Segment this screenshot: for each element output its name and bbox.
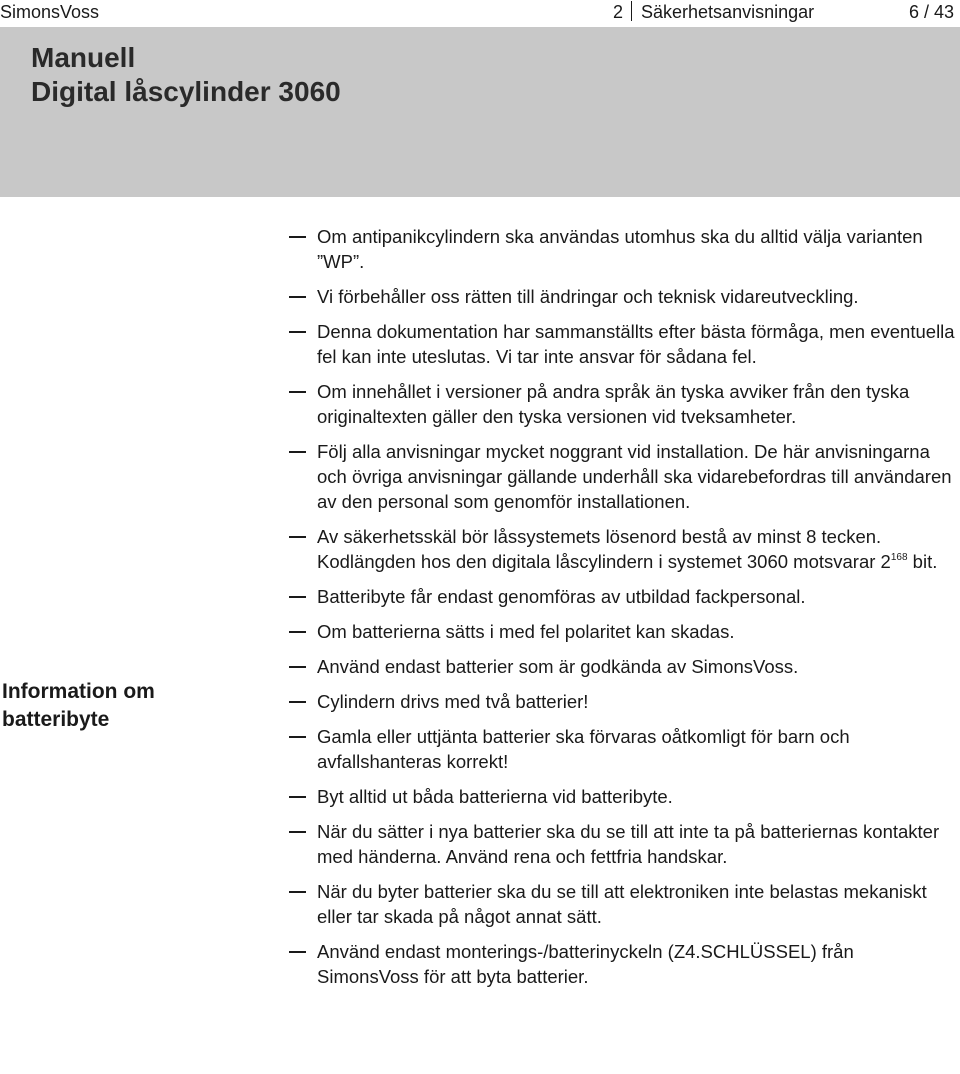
list-item: Cylindern drivs med två batterier! — [289, 689, 960, 714]
list-item: När du sätter i nya batterier ska du se till att inte ta på batteriernas kontakter med händerna. Använd rena och fettfria handskar. — [289, 819, 960, 869]
list-item: Om innehållet i versioner på andra språk än tyska avviker från den tyska originaltexten gäller den tyska versionen vid tveksamheter. — [289, 379, 960, 429]
list-item: Vi förbehåller oss rätten till ändringar och teknisk vidareutveckling. — [289, 284, 960, 309]
list-item: Använd endast monterings-/batterinyckeln (Z4.SCHLÜSSEL) från SimonsVoss för att byta batterier. — [289, 939, 960, 989]
list-item: När du byter batterier ska du se till att elektroniken inte belastas mekaniskt eller tar skada på något annat sätt. — [289, 879, 960, 929]
list-item: Följ alla anvisningar mycket noggrant vid installation. De här anvisningarna och övriga anvisningar gällande underhåll ska vidarebefordras till användaren av den personal som genomför installationen. — [289, 439, 960, 514]
list-item: Gamla eller uttjänta batterier ska förvaras oåtkomligt för barn och avfallshanteras korrekt! — [289, 724, 960, 774]
exponent: 168 — [890, 552, 908, 563]
list-item: Batteribyte får endast genomföras av utbildad fackpersonal. — [289, 584, 960, 609]
document-title-line-1: Manuell — [31, 42, 136, 73]
safety-instructions-list — [289, 224, 960, 989]
list-item: Byt alltid ut båda batterierna vid batteribyte. — [289, 784, 960, 809]
list-item: Använd endast batterier som är godkända av SimonsVoss. — [289, 654, 960, 679]
document-title — [31, 41, 341, 109]
list-item: Denna dokumentation har sammanställts efter bästa förmåga, men eventuella fel kan inte uteslutas. Vi tar inte ansvar för sådana fel. — [289, 319, 960, 369]
list-item: Om antipanikcylindern ska användas utomhus ska du alltid välja varianten ”WP”. — [289, 224, 960, 274]
section-reference — [613, 0, 814, 24]
page-indicator: 6 / 43 — [908, 2, 954, 22]
section-title: Säkerhetsanvisningar — [641, 2, 815, 22]
side-heading — [2, 678, 262, 734]
brand-name: SimonsVoss — [0, 2, 100, 22]
section-number: 2 — [613, 2, 624, 22]
section-divider — [631, 1, 632, 21]
list-item-text: Av säkerhetsskäl bör låssystemets lösenord bestå av minst 8 tecken. Kodlängden hos den digitala låscylindern i systemet 3060 motsvarar 2 — [317, 526, 891, 572]
side-heading-line-1: Information om — [2, 680, 155, 703]
list-item: Om batterierna sätts i med fel polaritet kan skadas. — [289, 619, 960, 644]
side-heading-line-2: batteribyte — [2, 708, 110, 731]
list-item-text-end: bit. — [907, 551, 938, 572]
document-title-line-2: Digital låscylinder 3060 — [31, 76, 341, 107]
title-banner — [0, 27, 960, 197]
main-content — [289, 224, 960, 989]
page-header-bar — [0, 0, 960, 26]
list-item — [289, 524, 960, 574]
